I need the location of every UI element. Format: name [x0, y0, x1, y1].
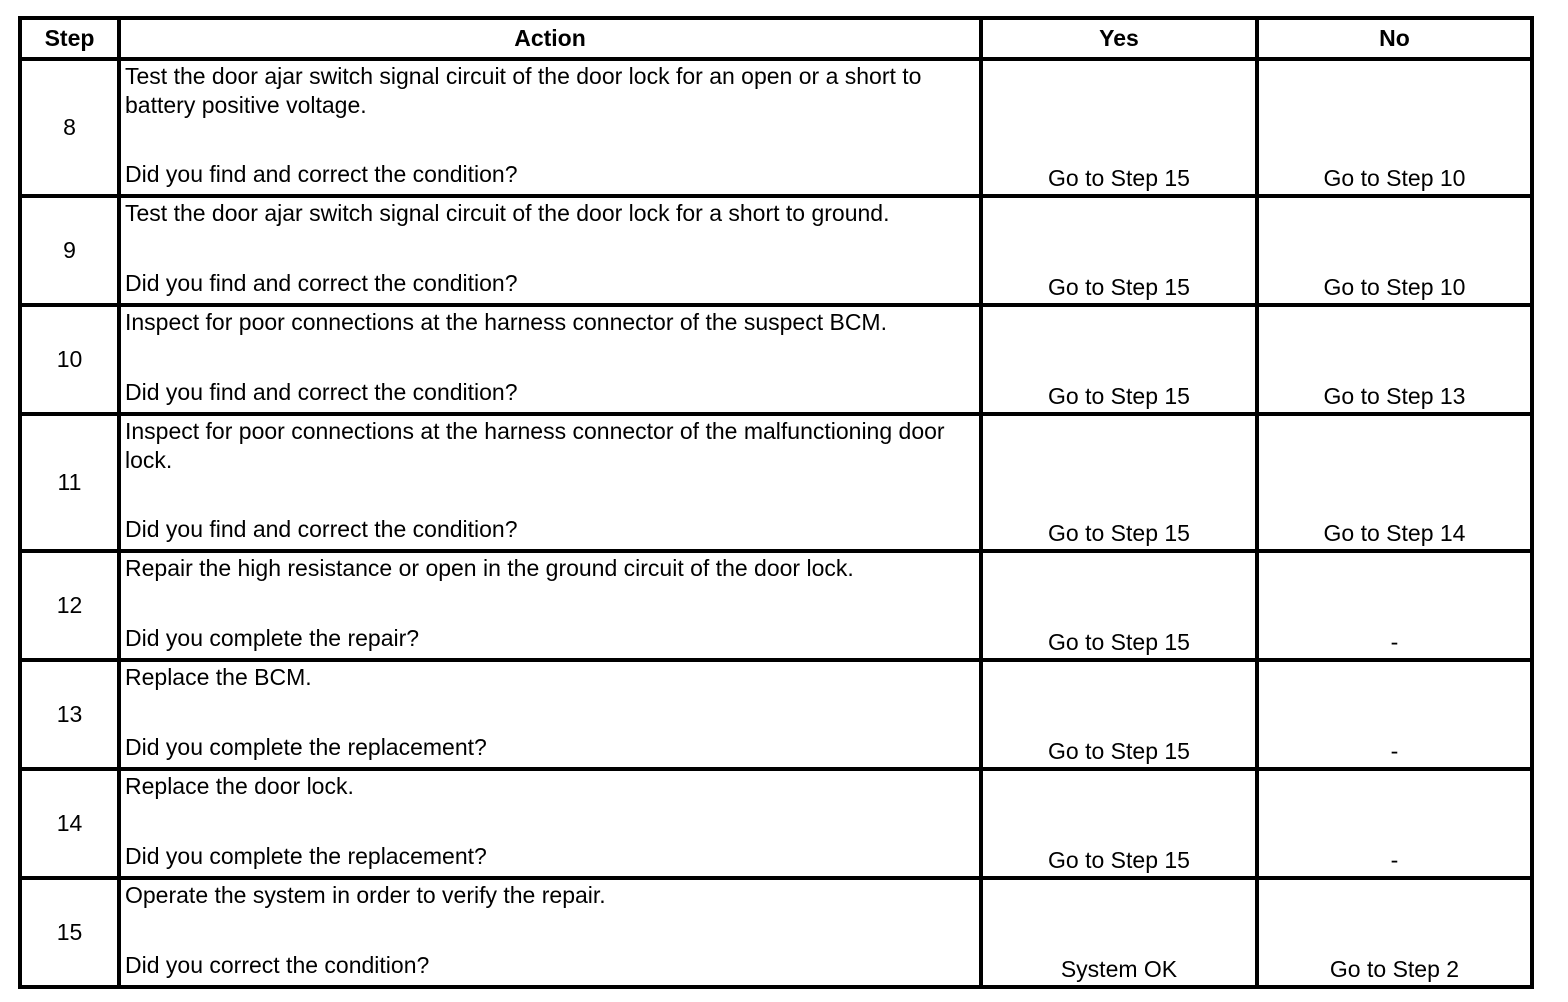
- step-number: 10: [20, 305, 119, 414]
- table-row: [20, 769, 1532, 878]
- action-instruction: Replace the door lock.: [125, 773, 354, 799]
- yes-result: Go to Step 15: [981, 414, 1257, 551]
- action-instruction: Replace the BCM.: [125, 664, 312, 690]
- action-instruction: Repair the high resistance or open in the ground circuit of the door lock.: [125, 555, 854, 581]
- table-row: [20, 196, 1532, 305]
- action-cell: [119, 769, 981, 878]
- diagnostic-table: [18, 16, 1534, 989]
- no-result: Go to Step 13: [1257, 305, 1532, 414]
- no-result: Go to Step 10: [1257, 196, 1532, 305]
- no-result: Go to Step 14: [1257, 414, 1532, 551]
- yes-result: Go to Step 15: [981, 305, 1257, 414]
- action-instruction: Test the door ajar switch signal circuit of the door lock for an open or a short to battery positive voltage.: [125, 63, 922, 118]
- step-number: 12: [20, 551, 119, 660]
- action-question: Did you find and correct the condition?: [125, 270, 518, 296]
- yes-result: System OK: [981, 878, 1257, 987]
- action-cell: [119, 305, 981, 414]
- action-cell: [119, 660, 981, 769]
- action-instruction: Test the door ajar switch signal circuit of the door lock for a short to ground.: [125, 200, 890, 226]
- step-number: 11: [20, 414, 119, 551]
- yes-result: Go to Step 15: [981, 196, 1257, 305]
- header-action: Action: [119, 18, 981, 59]
- yes-result: Go to Step 15: [981, 769, 1257, 878]
- step-number: 9: [20, 196, 119, 305]
- table-row: [20, 414, 1532, 551]
- header-row: [20, 18, 1532, 59]
- action-cell: [119, 414, 981, 551]
- step-number: 15: [20, 878, 119, 987]
- no-result: -: [1257, 769, 1532, 878]
- no-result: -: [1257, 660, 1532, 769]
- table-row: [20, 878, 1532, 987]
- action-question: Did you complete the replacement?: [125, 843, 487, 869]
- header-yes: Yes: [981, 18, 1257, 59]
- step-number: 13: [20, 660, 119, 769]
- table-row: [20, 305, 1532, 414]
- yes-result: Go to Step 15: [981, 551, 1257, 660]
- action-instruction: Operate the system in order to verify the repair.: [125, 882, 606, 908]
- diagnostic-table-container: [18, 16, 1534, 989]
- no-result: Go to Step 10: [1257, 59, 1532, 196]
- no-result: Go to Step 2: [1257, 878, 1532, 987]
- step-number: 14: [20, 769, 119, 878]
- action-question: Did you find and correct the condition?: [125, 379, 518, 405]
- action-question: Did you find and correct the condition?: [125, 516, 518, 542]
- table-row: [20, 660, 1532, 769]
- action-question: Did you correct the condition?: [125, 952, 430, 978]
- yes-result: Go to Step 15: [981, 660, 1257, 769]
- action-question: Did you find and correct the condition?: [125, 161, 518, 187]
- header-step: Step: [20, 18, 119, 59]
- action-question: Did you complete the replacement?: [125, 734, 487, 760]
- no-result: -: [1257, 551, 1532, 660]
- action-cell: [119, 196, 981, 305]
- step-number: 8: [20, 59, 119, 196]
- table-row: [20, 551, 1532, 660]
- table-row: [20, 59, 1532, 196]
- action-instruction: Inspect for poor connections at the harness connector of the malfunctioning door lock.: [125, 418, 945, 473]
- action-instruction: Inspect for poor connections at the harness connector of the suspect BCM.: [125, 309, 887, 335]
- action-cell: [119, 551, 981, 660]
- action-cell: [119, 59, 981, 196]
- action-cell: [119, 878, 981, 987]
- action-question: Did you complete the repair?: [125, 625, 420, 651]
- header-no: No: [1257, 18, 1532, 59]
- yes-result: Go to Step 15: [981, 59, 1257, 196]
